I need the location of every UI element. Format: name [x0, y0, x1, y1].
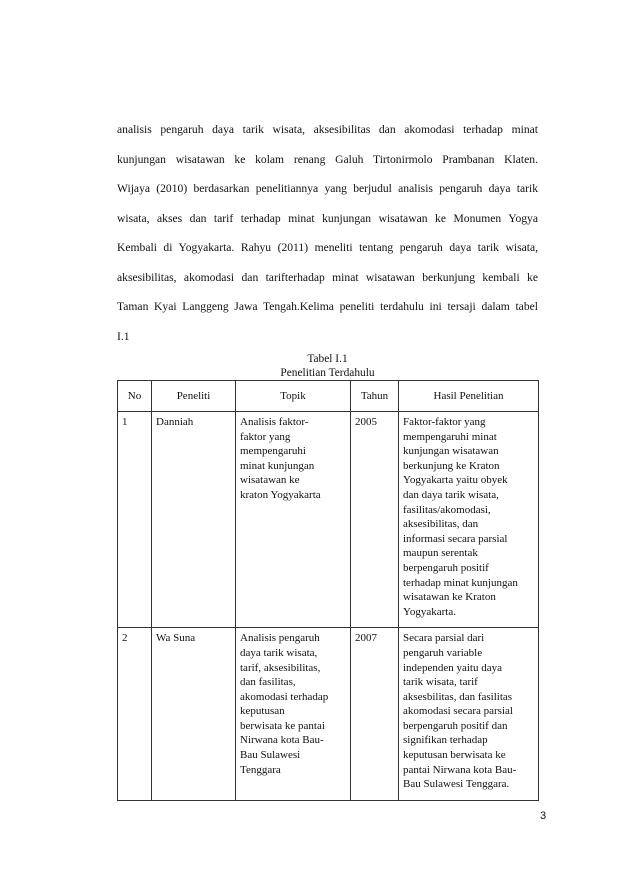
cell-line: faktor yang — [240, 430, 291, 443]
table-caption-number: Tabel I.1 — [307, 353, 348, 365]
cell-line: akomodasi terhadap — [240, 690, 329, 703]
cell-line: tarif, aksesibilitas, — [240, 661, 321, 674]
cell-line: daya tarik wisata, — [240, 646, 318, 659]
paragraph-line: wisata, akses dan tarif terhadap minat kunjungan wisatawan ke Monumen Yogya — [117, 211, 538, 225]
cell-line: wisatawan ke — [240, 474, 300, 487]
cell-line: minat kunjungan — [240, 459, 315, 472]
page-number: 3 — [540, 810, 547, 822]
table-row — [118, 412, 539, 628]
body-paragraph — [117, 115, 538, 351]
cell-line: berwisata ke pantai — [240, 719, 325, 732]
table-row — [118, 628, 539, 801]
cell-line: tarik wisata, tarif — [403, 676, 478, 689]
cell-line: wisatawan ke Kraton — [403, 591, 496, 604]
cell-line: aksesibilitas, dan — [403, 518, 479, 531]
cell-line: Yogyakarta yaitu obyek — [403, 474, 508, 487]
cell-peneliti: Danniah — [152, 412, 236, 628]
cell-line: kunjungan wisatawan — [403, 445, 499, 458]
cell-line: Nirwana kota Bau- — [240, 734, 324, 747]
cell-line: berpengaruh positif dan — [403, 719, 508, 732]
header-no: No — [118, 381, 152, 412]
cell-line: independen yaitu daya — [403, 661, 502, 674]
table-header-row — [118, 381, 539, 412]
cell-line: dan fasilitas, — [240, 676, 296, 689]
cell-line: informasi secara parsial — [403, 532, 508, 545]
cell-line: fasilitas/akomodasi, — [403, 503, 491, 516]
cell-line: Bau Sulawesi — [240, 749, 301, 762]
header-topik: Topik — [236, 381, 351, 412]
cell-line: dan daya tarik wisata, — [403, 488, 499, 501]
cell-topik — [236, 412, 351, 628]
cell-line: pantai Nirwana kota Bau- — [403, 763, 517, 776]
paragraph-line: Wijaya (2010) berdasarkan penelitiannya yang berjudul analisis pengaruh daya tarik — [117, 182, 538, 195]
cell-line: Bau Sulawesi Tenggara. — [403, 778, 510, 791]
cell-line: Analisis faktor- — [240, 416, 309, 428]
cell-tahun: 2005 — [351, 412, 399, 628]
cell-line: Faktor-faktor yang — [403, 416, 486, 428]
cell-tahun: 2007 — [351, 628, 399, 801]
paragraph-line: Taman Kyai Langgeng Jawa Tengah.Kelima peneliti terdahulu ini tersaji dalam tabel — [117, 300, 538, 313]
cell-line: mempengaruhi minat — [403, 430, 497, 443]
cell-line: keputusan berwisata ke — [403, 749, 506, 762]
cell-line: pengaruh variable — [403, 646, 483, 659]
paragraph-line: kunjungan wisatawan ke kolam renang Galuh Tirtonirmolo Prambanan Klaten. — [117, 152, 538, 166]
header-hasil-penelitian: Hasil Penelitian — [399, 381, 539, 412]
cell-line: aksesbilitas, dan fasilitas — [403, 690, 513, 703]
header-peneliti: Peneliti — [152, 381, 236, 412]
research-table — [117, 380, 539, 801]
paragraph-line: analisis pengaruh daya tarik wisata, aksesibilitas dan akomodasi terhadap minat — [117, 123, 538, 136]
cell-line: berpengaruh positif — [403, 561, 489, 574]
header-tahun: Tahun — [351, 381, 399, 412]
cell-line: terhadap minat kunjungan — [403, 576, 518, 589]
cell-line: kraton Yogyakarta — [240, 488, 321, 501]
cell-hasil — [399, 412, 539, 628]
paragraph-line: I.1 — [117, 329, 130, 343]
cell-line: Tenggara — [240, 763, 281, 776]
paragraph-line: aksesibilitas, akomodasi dan tarifterhadap minat wisatawan berkunjung kembali ke — [117, 270, 538, 284]
cell-line: signifikan terhadap — [403, 734, 488, 747]
cell-line: Yogyakarta. — [403, 605, 456, 618]
cell-line: keputusan — [240, 705, 285, 718]
paragraph-line: Kembali di Yogyakarta. Rahyu (2011) meneliti tentang pengaruh daya tarik wisata, — [117, 241, 538, 254]
cell-line: maupun serentak — [403, 547, 478, 560]
cell-peneliti: Wa Suna — [152, 628, 236, 801]
cell-no: 2 — [118, 628, 152, 801]
cell-topik — [236, 628, 351, 801]
cell-line: berkunjung ke Kraton — [403, 459, 500, 472]
cell-line: Analisis pengaruh — [240, 632, 320, 645]
cell-hasil — [399, 628, 539, 801]
cell-line: mempengaruhi — [240, 445, 306, 458]
cell-line: akomodasi secara parsial — [403, 705, 513, 718]
table-caption-title: Penelitian Terdahulu — [280, 367, 375, 379]
cell-no: 1 — [118, 412, 152, 628]
cell-line: Secara parsial dari — [403, 632, 485, 645]
